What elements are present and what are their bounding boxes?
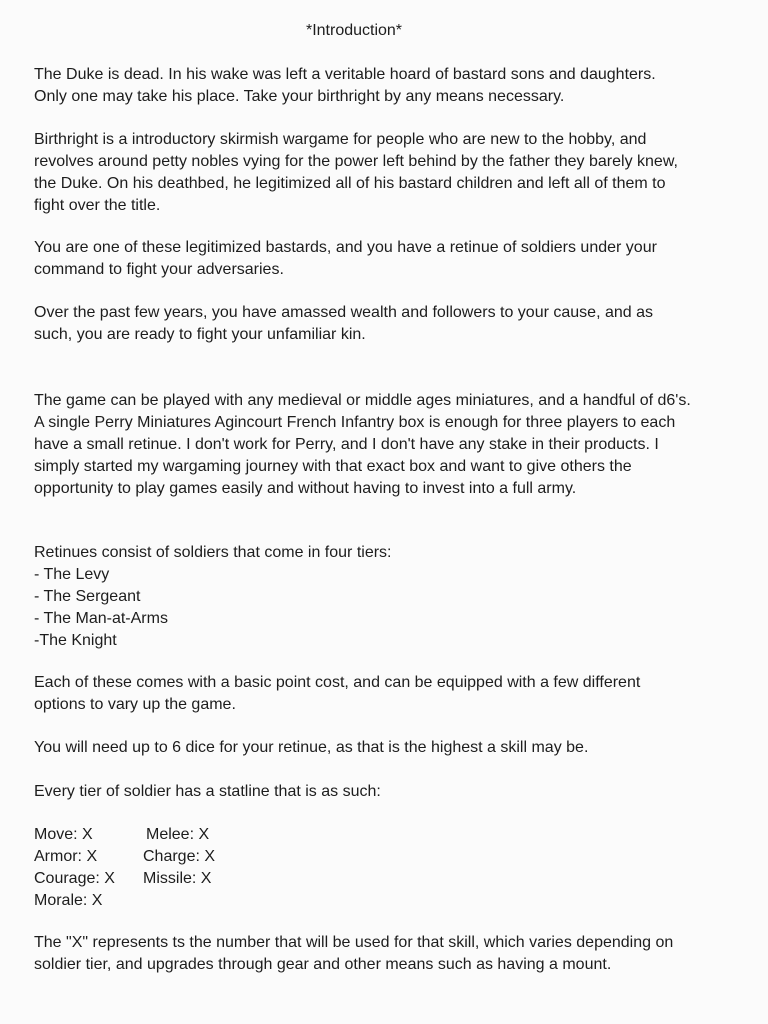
stat-move: Move: X [34,826,93,843]
paragraph-statline-intro: Every tier of soldier has a statline that is as such: [34,783,381,800]
statline-block [34,824,334,912]
paragraph-duke-is-dead: The Duke is dead. In his wake was left a veritable hoard of bastard sons and daughters. Only one may take his place. Take your birthright by any means necessary. [34,66,656,105]
paragraph-retinue-tiers: Retinues consist of soldiers that come in four tiers: - The Levy - The Sergeant - The Man-at-Arms -The Knight [34,544,392,649]
paragraph-dice: You will need up to 6 dice for your retinue, as that is the highest a skill may be. [34,739,589,756]
statline-row [34,824,334,846]
document-title: *Introduction* [305,22,403,39]
paragraph-birthright-description: Birthright is a introductory skirmish wargame for people who are new to the hobby, and revolves around petty nobles vying for the power left behind by the father they barely knew, the Duke. On his deathbed, he legitimized all of his bastard children and left all of them to fight over the title. [34,131,678,214]
statline-row [34,868,334,890]
stat-armor: Armor: X [34,848,98,865]
paragraph-point-cost: Each of these comes with a basic point cost, and can be equipped with a few different options to vary up the game. [34,674,641,713]
statline-row [34,846,334,868]
statline-row [34,890,334,912]
stat-morale: Morale: X [34,892,103,909]
paragraph-x-explanation: The "X" represents ts the number that will be used for that skill, which varies depending on soldier tier, and upgrades through gear and other means such as having a mount. [34,934,674,973]
stat-charge: Charge: X [143,848,216,865]
stat-missile: Missile: X [143,870,212,887]
paragraph-amassed-wealth: Over the past few years, you have amassed wealth and followers to your cause, and as such, you are ready to fight your unfamiliar kin. [34,304,653,343]
paragraph-legitimized-bastards: You are one of these legitimized bastards, and you have a retinue of soldiers under your command to fight your adversaries. [34,239,657,278]
stat-melee: Melee: X [146,826,210,843]
stat-courage: Courage: X [34,870,115,887]
paragraph-miniatures: The game can be played with any medieval or middle ages miniatures, and a handful of d6's. A single Perry Miniatures Agincourt French Infantry box is enough for three players to each have a small retinue. I don't work for Perry, and I don't have any stake in their products. I simply started my wargaming journey with that exact box and want to give others the opportunity to play games easily and without having to invest into a full army. [34,392,691,497]
